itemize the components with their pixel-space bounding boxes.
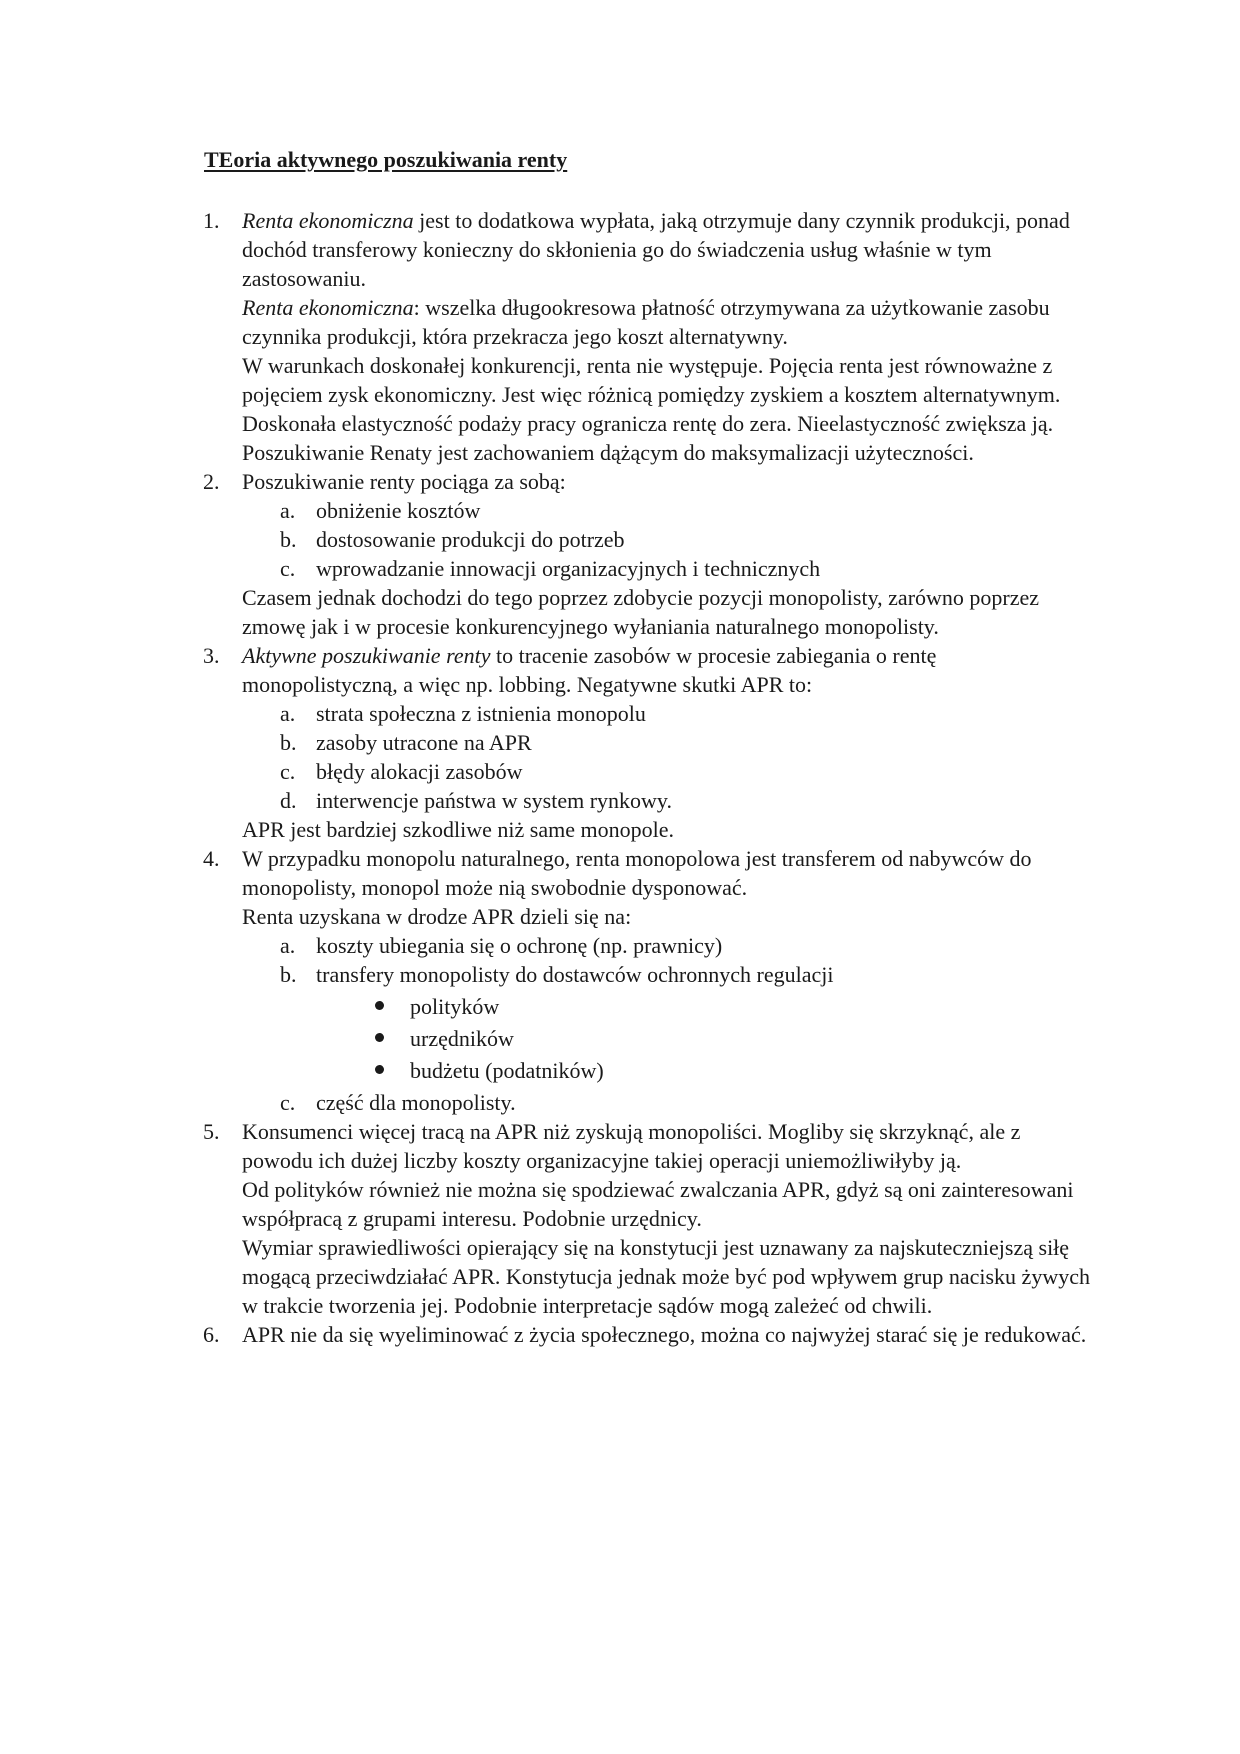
paragraph-text: Czasem jednak dochodzi do tego poprzez zdobycie pozycji monopolisty, zarówno poprzez zmowę jak i w procesie konkurencyjnego wyłaniania naturalnego monopolisty. bbox=[242, 585, 1040, 639]
bullet-item bbox=[0, 1024, 1110, 1053]
list-item-5 bbox=[0, 1117, 1092, 1320]
item-number: 2. bbox=[203, 469, 220, 494]
list-item-4 bbox=[0, 844, 1092, 931]
sub-item bbox=[0, 757, 1096, 786]
sub-item-text: dostosowanie produkcji do potrzeb bbox=[316, 527, 625, 552]
paragraph-text: to tracenie zasobów w procesie zabiegania o rentę monopolistyczną, a więc np. lobbing. Negatywne skutki APR to: bbox=[242, 643, 937, 697]
bullet-dot-icon bbox=[375, 1033, 384, 1042]
paragraph-text: APR jest bardziej szkodliwe niż same monopole. bbox=[242, 817, 674, 842]
paragraph-text: Wymiar sprawiedliwości opierający się na konstytucji jest uznawany za najskuteczniejszą siłę mogącą przeciwdziałać APR. Konstytucja jednak może być pod wpływem grup nacisku żywych w trakcie tworzenia jej. Podobnie interpretacje sądów mogą zależeć od chwili. bbox=[242, 1235, 1090, 1318]
sub-item-letter: b. bbox=[280, 527, 297, 552]
sub-item-text: część dla monopolisty. bbox=[316, 1090, 516, 1115]
sub-item-text: interwencje państwa w system rynkowy. bbox=[316, 788, 672, 813]
bullet-dot-icon bbox=[375, 1065, 384, 1074]
list-item-6 bbox=[0, 1320, 1092, 1349]
sub-item bbox=[0, 496, 1096, 525]
list-item-3 bbox=[0, 641, 1092, 699]
list-item-1 bbox=[0, 206, 1092, 467]
paragraph-text: : wszelka długookresowa płatność otrzymywana za użytkowanie zasobu czynnika produkcji, która przekracza jego koszt alternatywny. bbox=[242, 295, 1050, 349]
paragraph bbox=[242, 641, 1092, 699]
bullet-text: polityków bbox=[410, 994, 500, 1019]
paragraph-text: Renta uzyskana w drodze APR dzieli się na: bbox=[242, 904, 632, 929]
item-number: 1. bbox=[203, 208, 220, 233]
italic-term: Renta ekonomiczna bbox=[242, 208, 414, 233]
sub-item-text: strata społeczna z istnienia monopolu bbox=[316, 701, 646, 726]
sub-item-text: obniżenie kosztów bbox=[316, 498, 481, 523]
item-number: 6. bbox=[203, 1322, 220, 1347]
sub-item-text: wprowadzanie innowacji organizacyjnych i technicznych bbox=[316, 556, 821, 581]
sub-item-text: zasoby utracone na APR bbox=[316, 730, 532, 755]
paragraph-text: Poszukiwanie renty pociąga za sobą: bbox=[242, 469, 566, 494]
paragraph-text: Poszukiwanie Renaty jest zachowaniem dążącym do maksymalizacji użyteczności. bbox=[242, 440, 974, 465]
sub-item bbox=[0, 786, 1096, 815]
paragraph-text: W warunkach doskonałej konkurencji, renta nie występuje. Pojęcia renta jest równoważne z pojęciem zysk ekonomiczny. Jest więc różnicą pomiędzy zyskiem a kosztem alternatywnym. Doskonała elastyczność podaży pracy ogranicza rentę do zera. Nieelastyczność zwiększa ją. bbox=[242, 353, 1061, 436]
sub-item-letter: a. bbox=[280, 933, 296, 958]
item-number: 4. bbox=[203, 846, 220, 871]
sub-item-text: koszty ubiegania się o ochronę (np. prawnicy) bbox=[316, 933, 723, 958]
bullet-text: budżetu (podatników) bbox=[410, 1058, 604, 1083]
paragraph-text: jest to dodatkowa wypłata, jaką otrzymuje dany czynnik produkcji, ponad dochód transferowy konieczny do skłonienia go do świadczenia usług właśnie w tym zastosowaniu. bbox=[242, 208, 1070, 291]
list-item-3-continued bbox=[0, 815, 1092, 844]
sub-item-letter: d. bbox=[280, 788, 297, 813]
sub-item bbox=[0, 1088, 1096, 1117]
item-number: 5. bbox=[203, 1119, 220, 1144]
bullet-text: urzędników bbox=[410, 1026, 514, 1051]
list-item-2-continued bbox=[0, 583, 1092, 641]
bullet-item bbox=[0, 1056, 1110, 1085]
document-title: TEoria aktywnego poszukiwania renty bbox=[204, 147, 568, 172]
item-number: 3. bbox=[203, 643, 220, 668]
sub-item-text: transfery monopolisty do dostawców ochronnych regulacji bbox=[316, 962, 834, 987]
italic-term: Renta ekonomiczna bbox=[242, 295, 414, 320]
sub-item bbox=[0, 699, 1096, 728]
italic-term: Aktywne poszukiwanie renty bbox=[242, 643, 491, 668]
paragraph bbox=[242, 293, 1092, 351]
sub-item-letter: c. bbox=[280, 1090, 296, 1115]
list-item-2 bbox=[0, 467, 1092, 496]
sub-item-text: błędy alokacji zasobów bbox=[316, 759, 523, 784]
sub-item-letter: a. bbox=[280, 701, 296, 726]
paragraph-text: Konsumenci więcej tracą na APR niż zyskują monopoliści. Mogliby się skrzyknąć, ale z powodu ich dużej liczby koszty organizacyjne takiej operacji uniemożliwiłyby ją. bbox=[242, 1119, 1021, 1173]
sub-item bbox=[0, 554, 1096, 583]
paragraph-text: Od polityków również nie można się spodziewać zwalczania APR, gdyż są oni zainteresowani współpracą z grupami interesu. Podobnie urzędnicy. bbox=[242, 1177, 1074, 1231]
sub-item-letter: b. bbox=[280, 730, 297, 755]
bullet-item bbox=[0, 992, 1110, 1021]
sub-item-letter: c. bbox=[280, 759, 296, 784]
sub-item bbox=[0, 728, 1096, 757]
numbered-list bbox=[0, 206, 1240, 1349]
paragraph-text: W przypadku monopolu naturalnego, renta monopolowa jest transferem od nabywców do monopolisty, monopol może nią swobodnie dysponować. bbox=[242, 846, 1032, 900]
sub-item-letter: b. bbox=[280, 962, 297, 987]
paragraph-text: APR nie da się wyeliminować z życia społecznego, można co najwyżej starać się je redukować. bbox=[242, 1322, 1087, 1347]
paragraph bbox=[242, 206, 1092, 293]
sub-item bbox=[0, 931, 1096, 960]
sub-item bbox=[0, 525, 1096, 554]
sub-item-letter: a. bbox=[280, 498, 296, 523]
bullet-dot-icon bbox=[375, 1001, 384, 1010]
sub-item bbox=[0, 960, 1096, 989]
sub-item-letter: c. bbox=[280, 556, 296, 581]
